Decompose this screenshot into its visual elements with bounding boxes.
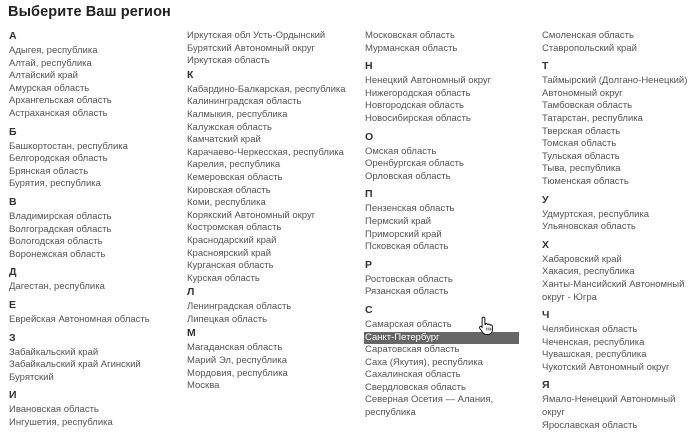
region-link[interactable]: Новосибирская область — [365, 112, 471, 124]
region-link-selected[interactable]: Санкт-Петербург — [364, 332, 519, 345]
region-link[interactable]: Амурская область — [9, 82, 90, 94]
region-link[interactable]: Курская область — [187, 272, 260, 284]
region-link[interactable]: Карелия, республика — [187, 159, 281, 171]
region-link[interactable]: Томская область — [542, 138, 617, 150]
letter-heading: Д — [9, 266, 17, 279]
region-link[interactable]: Хакасия, республика — [542, 266, 635, 278]
hand-pointer-icon — [478, 316, 494, 336]
region-link[interactable]: Кировская область — [187, 184, 271, 196]
letter-heading: Я — [542, 379, 550, 392]
region-link[interactable]: Челябинская область — [542, 324, 638, 336]
region-link[interactable]: Пензенская область — [365, 203, 455, 215]
region-link[interactable]: Архангельская область — [9, 95, 112, 107]
region-link[interactable]: Брянская область — [9, 165, 89, 177]
letter-heading: К — [187, 68, 194, 81]
region-link[interactable]: Ивановская область — [9, 404, 99, 416]
region-link[interactable]: Ингушетия, республика — [9, 416, 113, 428]
region-link[interactable]: Ненецкий Автономный округ — [365, 75, 492, 87]
region-link[interactable]: Калужская область — [187, 121, 272, 133]
region-link[interactable]: Москва — [187, 380, 220, 392]
region-link[interactable]: Ульяновская область — [542, 221, 636, 233]
region-link[interactable]: Волгоградская область — [9, 223, 112, 235]
region-link[interactable]: Марий Эл, республика — [187, 355, 288, 367]
region-link[interactable]: Иркутская область — [187, 55, 270, 67]
region-link[interactable]: Свердловская область — [365, 381, 466, 393]
letter-heading: Е — [9, 298, 17, 311]
region-link[interactable]: Таймырский (Долгано-Ненецкий) Автономный округ — [542, 75, 688, 99]
region-link[interactable]: Калининградская область — [187, 96, 302, 108]
region-link[interactable]: Тюменская область — [542, 175, 629, 187]
region-link[interactable]: Хабаровский край — [542, 253, 622, 265]
region-link[interactable]: Камчатский край — [187, 134, 261, 146]
region-link[interactable]: Ставропольский край — [542, 42, 637, 54]
region-link[interactable]: Чувашская, республика — [542, 349, 647, 361]
region-link[interactable]: Забайкальский край — [9, 346, 99, 358]
letter-heading: С — [365, 303, 373, 316]
region-link[interactable]: Омская область — [365, 145, 437, 157]
letter-heading: В — [9, 195, 17, 208]
region-link[interactable]: Северная Осетия — Алания, республика — [365, 394, 494, 419]
region-link[interactable]: Магаданская область — [187, 342, 283, 354]
region-link[interactable]: Ханты-Мансийский Автономный округ - Югра — [542, 278, 685, 303]
region-link[interactable]: Еврейская Автономная область — [9, 313, 150, 325]
region-link[interactable]: Тамбовская область — [542, 100, 633, 112]
region-link[interactable]: Мордовия, республика — [187, 367, 288, 379]
region-link[interactable]: Чеченская, республика — [542, 336, 645, 348]
region-link[interactable]: Корякский Автономный округ — [187, 209, 316, 221]
letter-heading: Р — [365, 258, 373, 271]
letter-heading: Т — [542, 60, 549, 73]
region-link[interactable]: Адыгея, республика — [9, 45, 98, 56]
region-link[interactable]: Орловская область — [365, 170, 451, 182]
region-link[interactable]: Калмыкия, республика — [187, 108, 288, 120]
letter-heading: Н — [365, 60, 373, 73]
region-link[interactable]: Ростовская область — [365, 273, 453, 285]
region-link[interactable]: Московская область — [365, 30, 455, 41]
letter-heading: З — [9, 331, 16, 344]
page-title: Выберите Ваш регион — [8, 4, 171, 20]
region-link[interactable]: Ямало-Ненецкий Автономный округ — [542, 394, 676, 419]
region-link[interactable]: Владимирская область — [9, 210, 112, 222]
region-link[interactable]: Иркутская обл Усть-Ордынский Бурятский Автономный округ — [187, 30, 326, 54]
region-link[interactable]: Бурятия, республика — [9, 178, 101, 190]
region-link[interactable]: Татарстан, республика — [542, 112, 643, 124]
region-link[interactable]: Приморский край — [365, 228, 442, 240]
region-link[interactable]: Карачаево-Черкесская, республика — [187, 146, 344, 158]
region-link[interactable]: Башкортостан, республика — [9, 140, 128, 152]
region-link[interactable]: Дагестан, республика — [9, 281, 105, 293]
letter-heading: А — [9, 30, 17, 42]
region-link[interactable]: Новгородская область — [365, 100, 464, 112]
region-link[interactable]: Самарская область — [365, 318, 452, 330]
region-link[interactable]: Воронежская область — [9, 248, 106, 260]
region-link[interactable]: Забайкальский край Агинский Бурятский — [9, 359, 141, 383]
region-link[interactable]: Сахалинская область — [365, 369, 461, 381]
region-link[interactable]: Тульская область — [542, 150, 620, 162]
region-link[interactable]: Удмуртская, республика — [542, 208, 650, 220]
region-link[interactable]: Липецкая область — [187, 313, 268, 325]
letter-heading: Б — [9, 125, 17, 138]
region-link[interactable]: Ленинградская область — [187, 301, 292, 313]
region-link[interactable]: Красноярский край — [187, 247, 271, 259]
region-link[interactable]: Псковская область — [365, 241, 449, 253]
letter-heading: У — [542, 193, 549, 206]
region-column-1 — [8, 30, 178, 429]
region-link[interactable]: Кабардино-Балкарская, республика — [187, 83, 346, 95]
region-column-2 — [186, 30, 356, 393]
region-link[interactable]: Алтайский край — [9, 70, 78, 82]
region-link[interactable]: Кемеровская область — [187, 171, 283, 183]
letter-heading: И — [9, 389, 17, 402]
region-link[interactable]: Ярославская область — [542, 419, 638, 431]
letter-heading: О — [365, 130, 374, 143]
region-link[interactable]: Краснодарский край — [187, 234, 277, 246]
region-link[interactable]: Белгородская область — [9, 153, 108, 165]
region-link[interactable]: Тверская область — [542, 125, 621, 137]
letter-heading: М — [187, 327, 196, 340]
region-link[interactable]: Пермский край — [365, 215, 432, 227]
region-link[interactable]: Вологодская область — [9, 236, 103, 248]
letter-heading: Х — [542, 238, 550, 251]
region-link[interactable]: Саратовская область — [365, 344, 460, 356]
region-link[interactable]: Чукотский Автономный округ — [542, 361, 670, 373]
region-link[interactable]: Алтай, республика — [9, 57, 92, 69]
region-link[interactable]: Костромская область — [187, 222, 282, 234]
region-link[interactable]: Мурманская область — [365, 42, 458, 54]
letter-heading: П — [365, 188, 373, 201]
region-link[interactable]: Смоленская область — [542, 30, 634, 41]
letter-heading: Л — [187, 286, 195, 299]
region-link[interactable]: Тыва, республика — [542, 163, 621, 175]
region-column-4 — [541, 30, 699, 432]
region-link[interactable]: Астраханская область — [9, 107, 108, 119]
region-link[interactable]: Рязанская область — [365, 286, 449, 298]
region-link[interactable]: Оренбургская область — [365, 158, 464, 170]
region-link[interactable]: Коми, республика — [187, 197, 266, 209]
region-link[interactable]: Нижегородская область — [365, 87, 471, 99]
region-link[interactable]: Курганская область — [187, 260, 274, 272]
letter-heading: Ч — [542, 309, 550, 322]
region-link[interactable]: Саха (Якутия), республика — [365, 356, 483, 368]
region-column-3 — [364, 30, 534, 420]
